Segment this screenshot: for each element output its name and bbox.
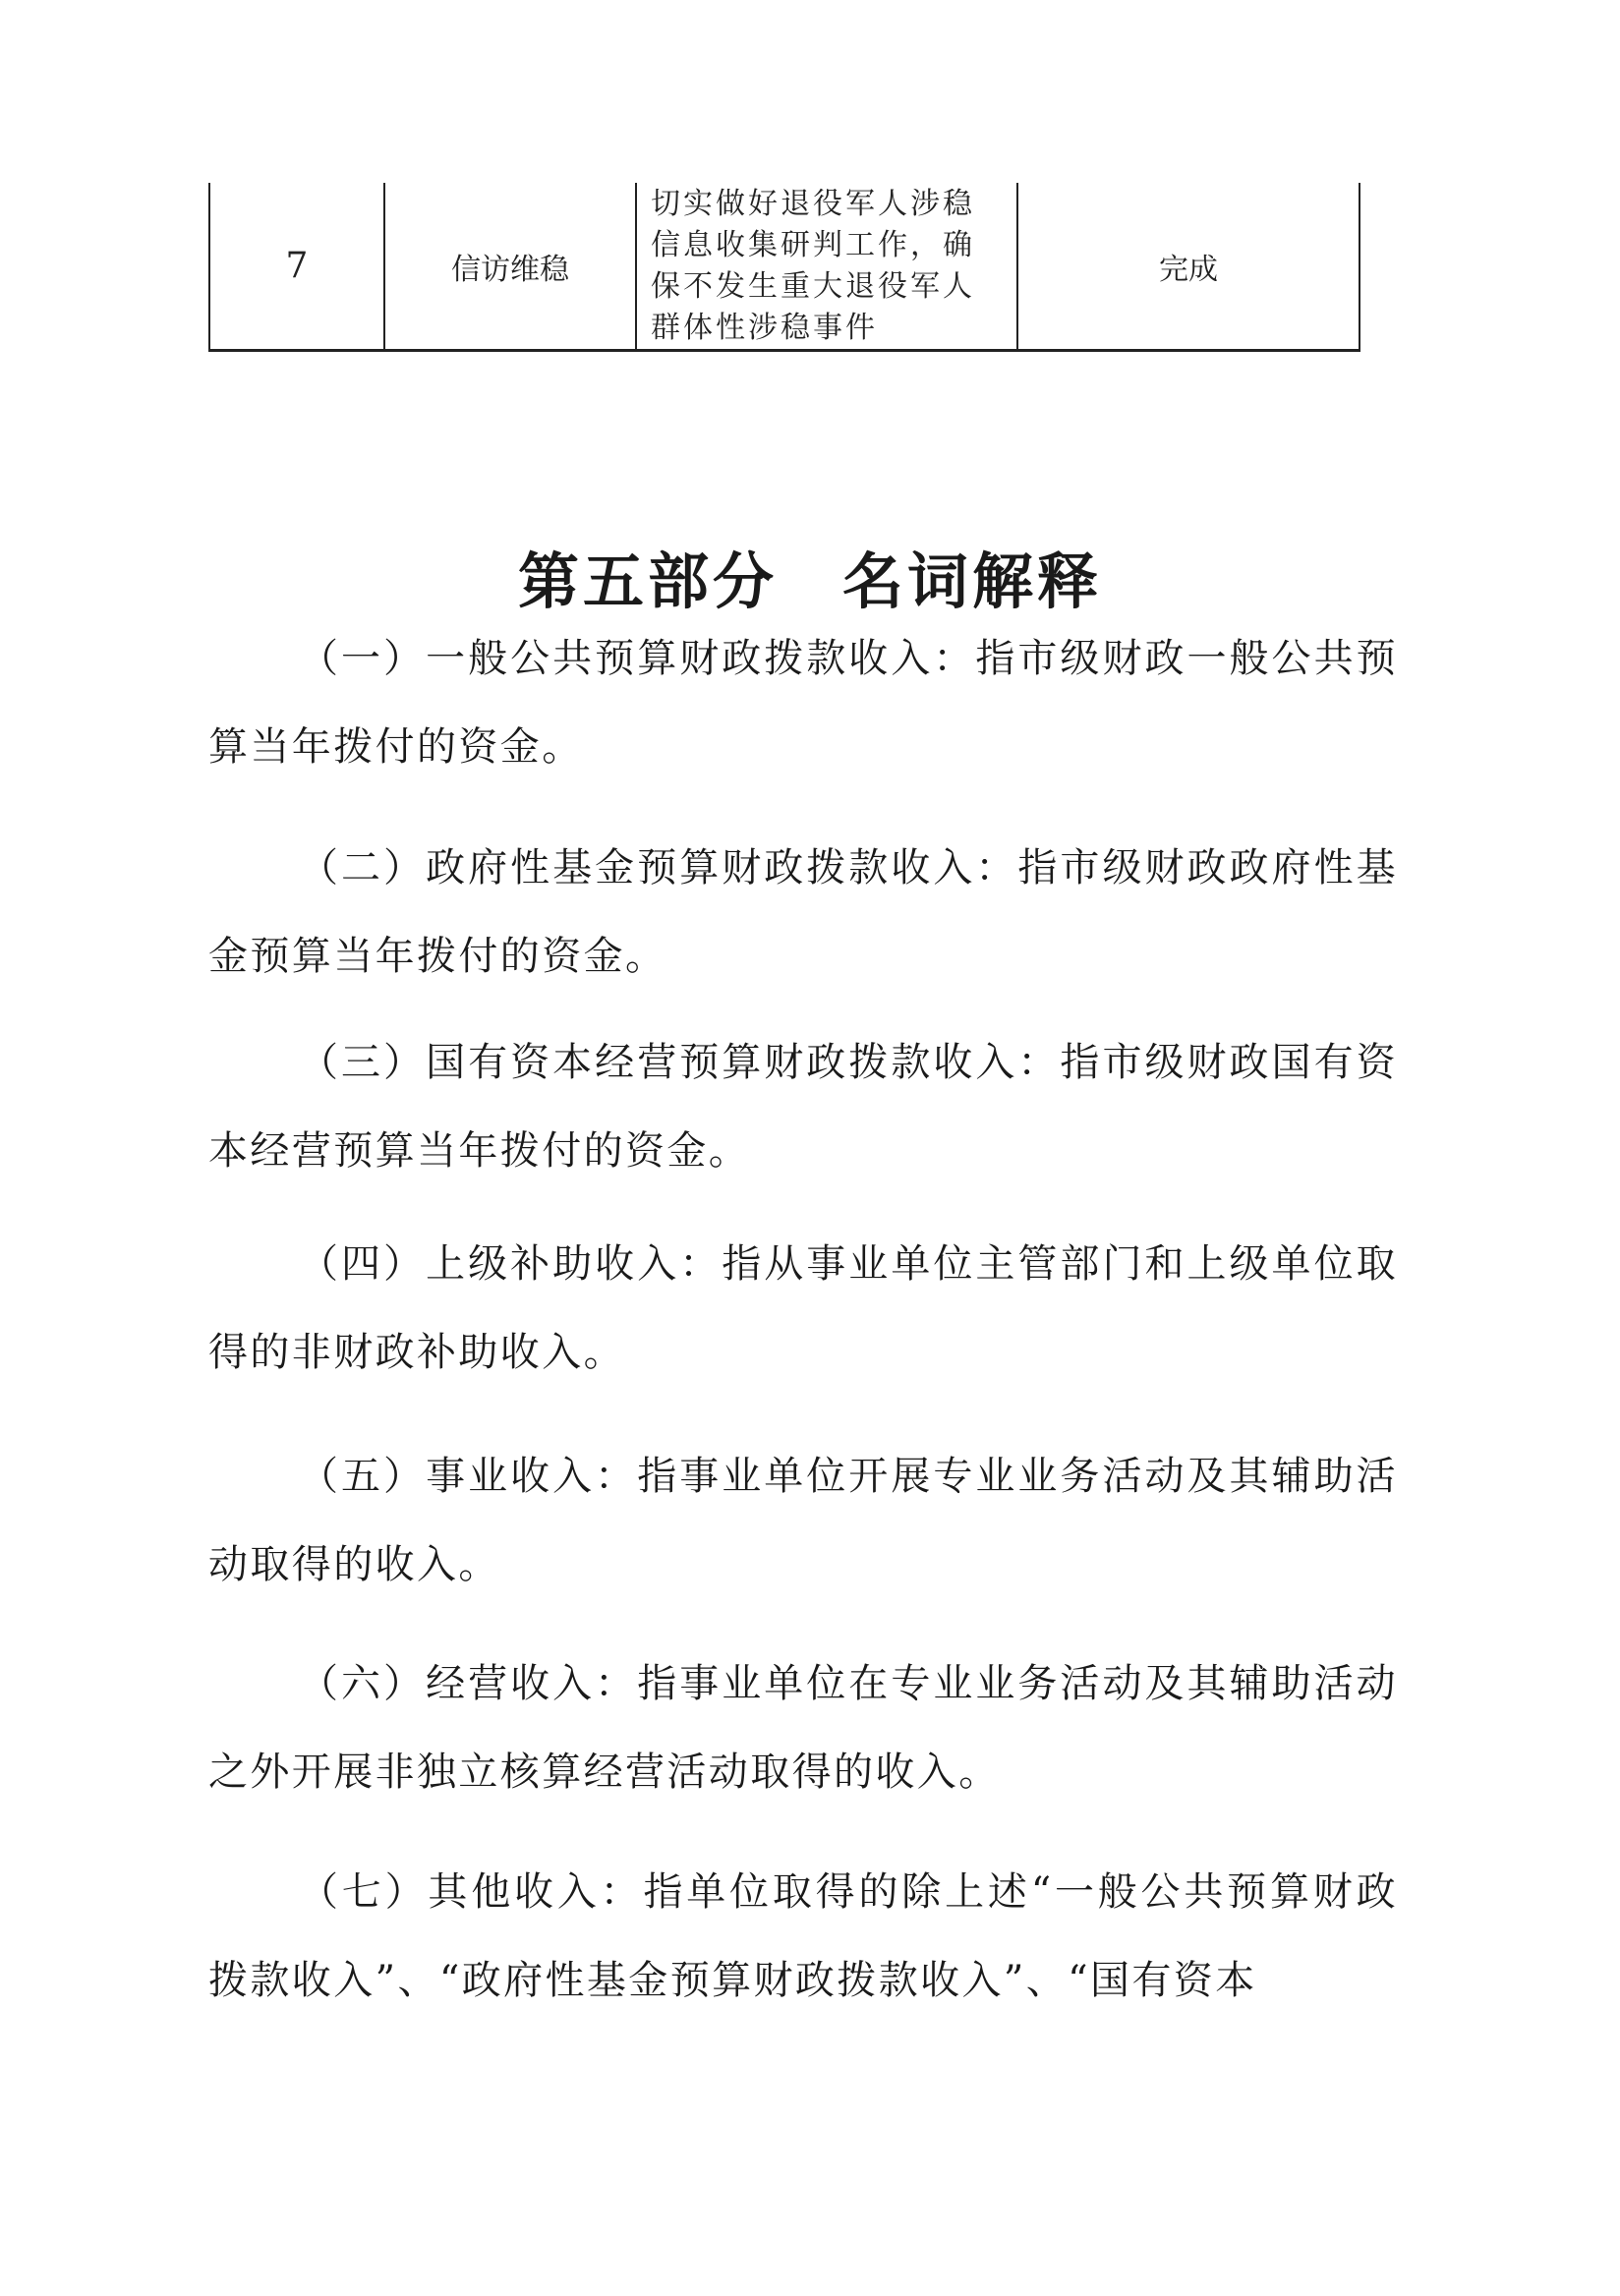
definition-paragraph-6: （六）经营收入：指事业单位在专业业务活动及其辅助活动之外开展非独立核算经营活动取得的收入。 bbox=[208, 1661, 1398, 1795]
definition-paragraph-1: （一）一般公共预算财政拨款收入：指市级财政一般公共预算当年拨付的资金。 bbox=[208, 636, 1398, 770]
definition-paragraph-3: （三）国有资本经营预算财政拨款收入：指市级财政国有资本经营预算当年拨付的资金。 bbox=[208, 1040, 1398, 1174]
definition-paragraph-7: （七）其他收入：指单位取得的除上述“一般公共预算财政拨款收入”、“政府性基金预算财政拨款收入”、“国有资本 bbox=[208, 1869, 1398, 2003]
definition-paragraph-2: （二）政府性基金预算财政拨款收入：指市级财政政府性基金预算当年拨付的资金。 bbox=[208, 845, 1398, 979]
table-cell-category: 信访维稳 bbox=[385, 183, 637, 349]
table-cell-status: 完成 bbox=[1159, 252, 1218, 287]
table-cell-content bbox=[637, 183, 1018, 349]
table-cell-index: 7 bbox=[210, 183, 385, 349]
table-cell-content-text: 切实做好退役军人涉稳信息收集研判工作，确保不发生重大退役军人群体性涉稳事件 bbox=[651, 186, 975, 345]
definition-paragraph-4: （四）上级补助收入：指从事业单位主管部门和上级单位取得的非财政补助收入。 bbox=[208, 1241, 1398, 1375]
task-table-fragment bbox=[208, 183, 1360, 352]
definition-paragraph-5: （五）事业收入：指事业单位开展专业业务活动及其辅助活动取得的收入。 bbox=[208, 1454, 1398, 1587]
section-title: 第五部分 名词解释 bbox=[517, 545, 1102, 617]
